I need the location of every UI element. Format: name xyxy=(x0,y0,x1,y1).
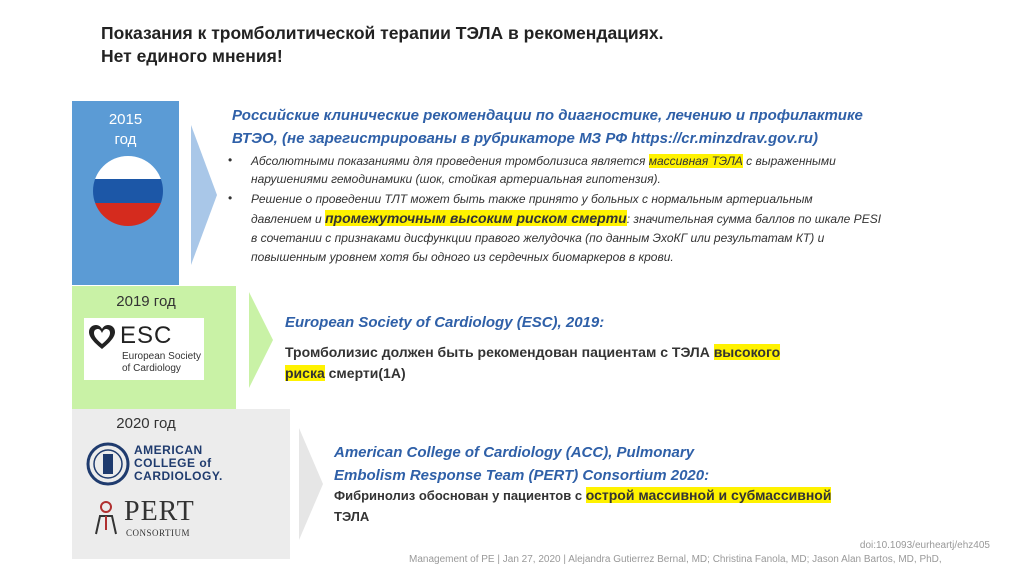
pert-logo-text: PERT xyxy=(124,496,195,527)
acc-logo xyxy=(86,440,236,490)
acc-logo-text: AMERICAN COLLEGE of CARDIOLOGY. xyxy=(134,443,223,483)
bullet-dot: • xyxy=(228,191,233,205)
russian-flag-icon xyxy=(92,155,164,227)
title-line-2: Нет единого мнения! xyxy=(101,46,283,66)
esc-logo-text: ESC xyxy=(120,322,173,349)
esc-logo xyxy=(84,318,204,380)
slide-title xyxy=(101,22,664,68)
block2-body: Тромболизис должен быть рекомендован пациентам с ТЭЛА высокого риска смерти(1А) xyxy=(285,344,781,381)
acc-seal-icon xyxy=(86,442,130,486)
year-2020-label: 2020 год xyxy=(116,415,176,432)
block1-bullet-1: Абсолютными показаниями для проведения тромболизиса является массивная ТЭЛА с выраженными нарушениями гемодинамики (шок, стойкая артериальная гипотензия). xyxy=(251,154,836,186)
block1-bullet-2: Решение о проведении ТЛТ может быть также принято у больных с нормальным артериальным давлением и промежуточным высоким риском смерти: значительная сумма баллов по шкале PESI в сочетании с признаками дисфункции правого желудочка (по данным ЭхоКГ или результатам КТ) и повышенным уровнем хотя бы одного из сердечных биомаркеров в крови. xyxy=(251,192,882,264)
block3-body: Фибринолиз обоснован у пациентов с острой массивной и субмассивной ТЭЛА xyxy=(334,487,832,524)
heart-logo-icon xyxy=(88,324,116,350)
chevron-right-icon xyxy=(249,292,273,388)
citation: Management of PE | Jan 27, 2020 | Alejandra Gutierrez Bernal, MD; Christina Fanola, MD; Jason Alan Bartos, MD, PhD, xyxy=(409,554,942,565)
block2-heading: European Society of Cardiology (ESC), 2019: xyxy=(285,314,605,331)
chevron-right-icon xyxy=(299,428,323,540)
title-line-1: Показания к тромболитической терапии ТЭЛА в рекомендациях. xyxy=(101,23,664,43)
pert-figure-icon xyxy=(92,500,120,536)
block3-heading: American College of Cardiology (ACC), Pulmonary Embolism Response Team (PERT) Consortium 2020: xyxy=(334,444,710,484)
pert-logo-subtitle: CONSORTIUM xyxy=(126,528,190,538)
block1-heading: Российские клинические рекомендации по диагностике, лечению и профилактике ВТЭО, (не зарегистрированы в рубрикаторе МЗ РФ https://cr.minzdrav.gov.ru) xyxy=(232,107,863,147)
pert-logo xyxy=(90,496,230,542)
doi-reference: doi:10.1093/eurheartj/ehz405 xyxy=(859,540,990,551)
esc-logo-subtitle: European Society of Cardiology xyxy=(122,351,201,374)
year-2015-label: 2015 год xyxy=(108,111,143,148)
chevron-right-icon xyxy=(191,125,217,265)
year-2019-label: 2019 год xyxy=(116,293,176,310)
bullet-dot: • xyxy=(228,153,233,167)
